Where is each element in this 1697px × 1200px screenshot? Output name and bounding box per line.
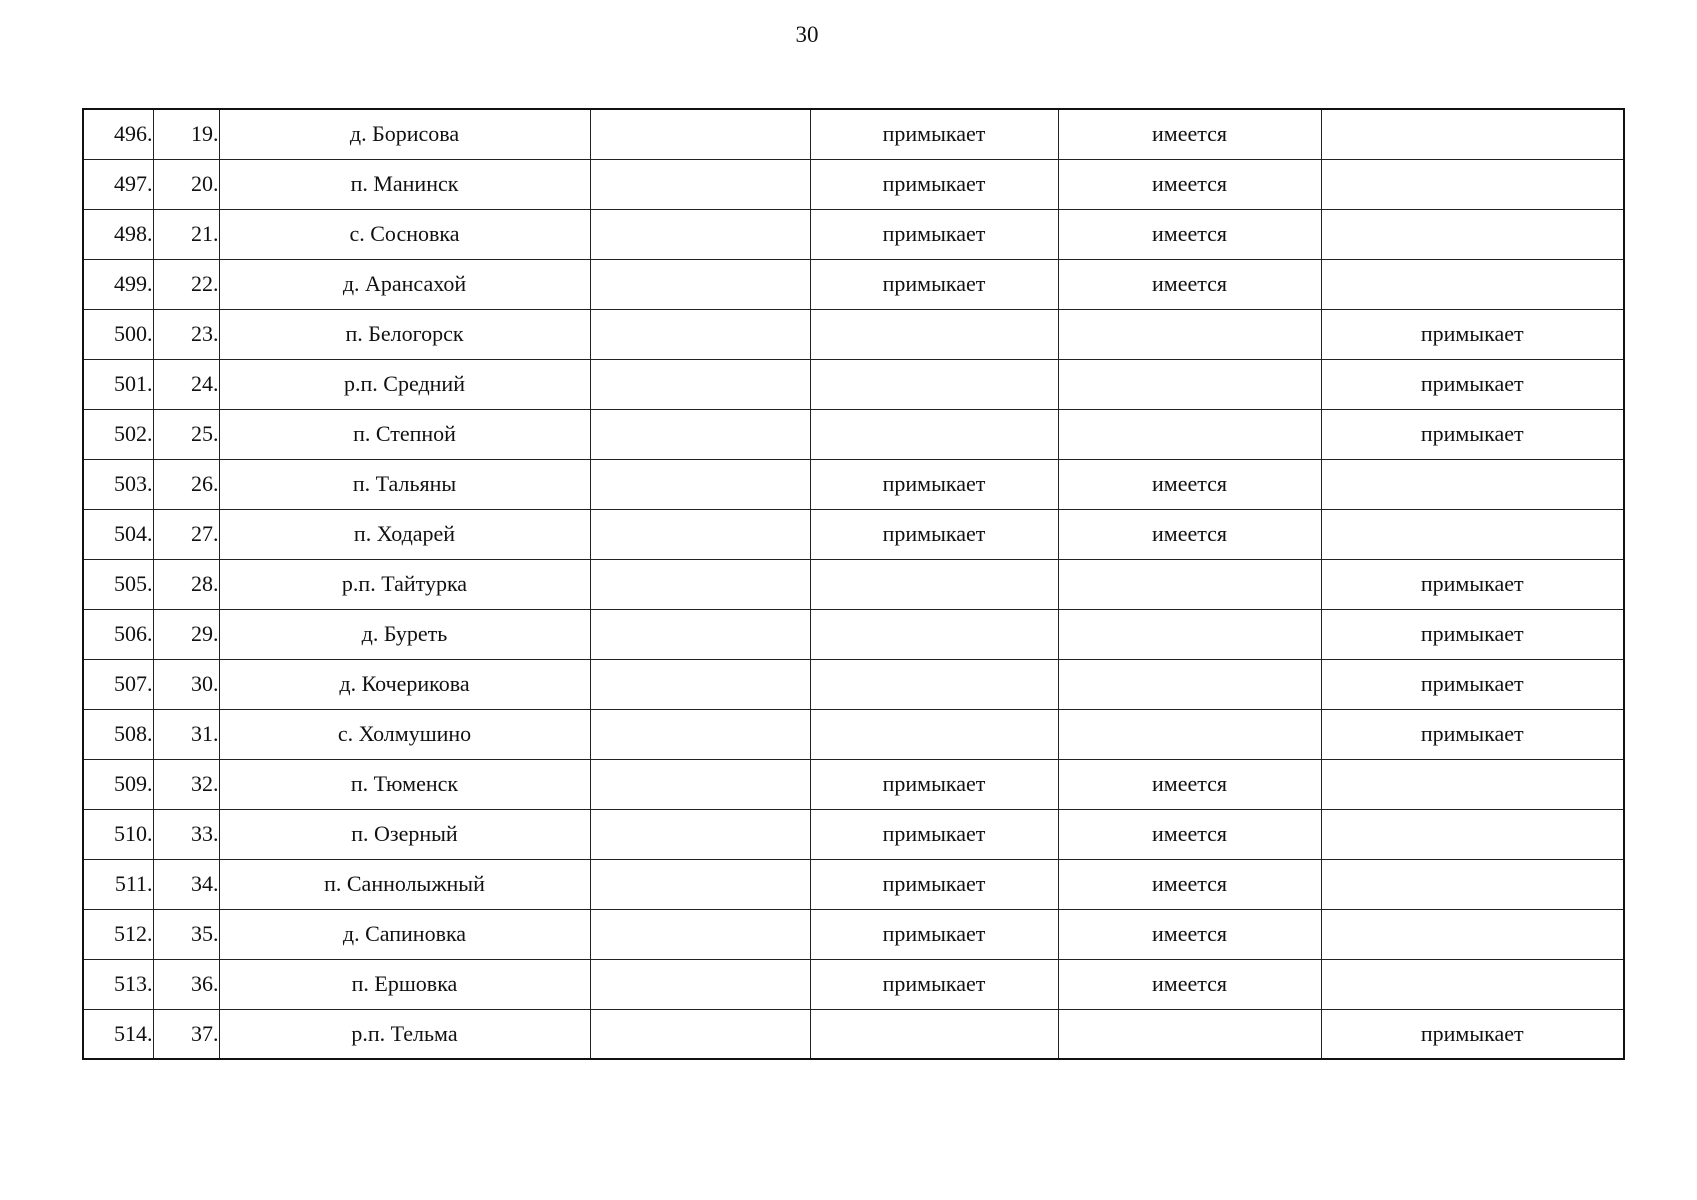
column-4-cell [590,259,810,309]
sub-number-cell: 31. [153,709,219,759]
table-row [83,1009,1624,1059]
column-6-cell [1058,359,1321,409]
sub-number-cell: 21. [153,209,219,259]
table-row [83,259,1624,309]
column-7-cell: примыкает [1321,309,1624,359]
settlement-name-cell: п. Белогорск [219,309,590,359]
column-6-cell: имеется [1058,109,1321,159]
table-row [83,809,1624,859]
sub-number-cell: 24. [153,359,219,409]
column-6-cell [1058,409,1321,459]
row-number-cell: 505. [83,559,153,609]
row-number-cell: 506. [83,609,153,659]
column-7-cell: примыкает [1321,359,1624,409]
table-body [83,109,1624,1059]
sub-number-cell: 30. [153,659,219,709]
table-row [83,309,1624,359]
column-6-cell: имеется [1058,209,1321,259]
sub-number-cell: 32. [153,759,219,809]
row-number-cell: 514. [83,1009,153,1059]
sub-number-cell: 33. [153,809,219,859]
column-7-cell [1321,159,1624,209]
row-number-cell: 509. [83,759,153,809]
settlement-name-cell: п. Озерный [219,809,590,859]
column-5-cell: примыкает [810,159,1058,209]
settlement-name-cell: с. Сосновка [219,209,590,259]
column-7-cell [1321,109,1624,159]
settlement-name-cell: д. Буреть [219,609,590,659]
sub-number-cell: 19. [153,109,219,159]
column-6-cell [1058,559,1321,609]
column-7-cell: примыкает [1321,709,1624,759]
table-row [83,509,1624,559]
table-row [83,559,1624,609]
settlement-name-cell: п. Саннолыжный [219,859,590,909]
table-row [83,759,1624,809]
table-row [83,709,1624,759]
sub-number-cell: 36. [153,959,219,1009]
settlement-name-cell: д. Арансахой [219,259,590,309]
column-4-cell [590,159,810,209]
settlement-name-cell: п. Ходарей [219,509,590,559]
table-row [83,859,1624,909]
row-number-cell: 511. [83,859,153,909]
column-6-cell: имеется [1058,809,1321,859]
column-6-cell [1058,1009,1321,1059]
column-6-cell: имеется [1058,509,1321,559]
row-number-cell: 503. [83,459,153,509]
column-5-cell: примыкает [810,109,1058,159]
column-6-cell [1058,609,1321,659]
column-6-cell: имеется [1058,159,1321,209]
row-number-cell: 498. [83,209,153,259]
column-7-cell [1321,209,1624,259]
row-number-cell: 497. [83,159,153,209]
settlement-name-cell: с. Холмушино [219,709,590,759]
column-5-cell [810,1009,1058,1059]
settlement-name-cell: п. Степной [219,409,590,459]
column-4-cell [590,109,810,159]
table-row [83,209,1624,259]
column-5-cell: примыкает [810,509,1058,559]
column-7-cell: примыкает [1321,409,1624,459]
column-7-cell [1321,809,1624,859]
sub-number-cell: 22. [153,259,219,309]
column-5-cell [810,309,1058,359]
page-number: 30 [795,22,819,47]
sub-number-cell: 20. [153,159,219,209]
column-4-cell [590,709,810,759]
column-6-cell: имеется [1058,259,1321,309]
column-6-cell [1058,309,1321,359]
column-7-cell [1321,459,1624,509]
sub-number-cell: 23. [153,309,219,359]
settlement-name-cell: п. Тюменск [219,759,590,809]
column-5-cell: примыкает [810,959,1058,1009]
column-7-cell: примыкает [1321,609,1624,659]
row-number-cell: 500. [83,309,153,359]
column-7-cell [1321,759,1624,809]
table-row [83,909,1624,959]
row-number-cell: 510. [83,809,153,859]
column-5-cell [810,709,1058,759]
settlements-table [82,108,1625,1060]
column-5-cell [810,659,1058,709]
table-row [83,959,1624,1009]
table-row [83,409,1624,459]
table-row [83,459,1624,509]
column-5-cell: примыкает [810,209,1058,259]
column-4-cell [590,859,810,909]
column-5-cell: примыкает [810,909,1058,959]
column-5-cell [810,359,1058,409]
column-7-cell: примыкает [1321,659,1624,709]
column-4-cell [590,509,810,559]
row-number-cell: 513. [83,959,153,1009]
settlement-name-cell: р.п. Средний [219,359,590,409]
settlement-name-cell: д. Кочерикова [219,659,590,709]
row-number-cell: 512. [83,909,153,959]
column-4-cell [590,1009,810,1059]
column-6-cell: имеется [1058,959,1321,1009]
column-5-cell [810,609,1058,659]
column-6-cell [1058,709,1321,759]
settlement-name-cell: д. Сапиновка [219,909,590,959]
column-6-cell: имеется [1058,759,1321,809]
column-7-cell: примыкает [1321,1009,1624,1059]
row-number-cell: 504. [83,509,153,559]
table-row [83,159,1624,209]
column-5-cell [810,559,1058,609]
sub-number-cell: 29. [153,609,219,659]
sub-number-cell: 34. [153,859,219,909]
settlement-name-cell: п. Тальяны [219,459,590,509]
column-4-cell [590,809,810,859]
settlement-name-cell: р.п. Тайтурка [219,559,590,609]
table-row [83,109,1624,159]
row-number-cell: 508. [83,709,153,759]
column-7-cell [1321,509,1624,559]
column-4-cell [590,559,810,609]
table-row [83,659,1624,709]
table-row [83,609,1624,659]
row-number-cell: 499. [83,259,153,309]
sub-number-cell: 25. [153,409,219,459]
row-number-cell: 501. [83,359,153,409]
column-5-cell: примыкает [810,809,1058,859]
sub-number-cell: 37. [153,1009,219,1059]
column-5-cell: примыкает [810,859,1058,909]
column-7-cell [1321,259,1624,309]
column-5-cell: примыкает [810,459,1058,509]
column-6-cell: имеется [1058,909,1321,959]
settlement-name-cell: д. Борисова [219,109,590,159]
column-7-cell [1321,859,1624,909]
column-5-cell: примыкает [810,259,1058,309]
sub-number-cell: 28. [153,559,219,609]
column-4-cell [590,459,810,509]
column-7-cell [1321,959,1624,1009]
column-5-cell: примыкает [810,759,1058,809]
column-4-cell [590,659,810,709]
table-row [83,359,1624,409]
column-4-cell [590,209,810,259]
column-6-cell [1058,659,1321,709]
row-number-cell: 502. [83,409,153,459]
row-number-cell: 496. [83,109,153,159]
settlement-name-cell: р.п. Тельма [219,1009,590,1059]
column-4-cell [590,959,810,1009]
column-6-cell: имеется [1058,459,1321,509]
column-4-cell [590,609,810,659]
sub-number-cell: 27. [153,509,219,559]
column-4-cell [590,909,810,959]
column-6-cell: имеется [1058,859,1321,909]
column-4-cell [590,359,810,409]
sub-number-cell: 26. [153,459,219,509]
column-4-cell [590,759,810,809]
settlement-name-cell: п. Ершовка [219,959,590,1009]
column-7-cell: примыкает [1321,559,1624,609]
column-4-cell [590,309,810,359]
column-7-cell [1321,909,1624,959]
row-number-cell: 507. [83,659,153,709]
sub-number-cell: 35. [153,909,219,959]
settlement-name-cell: п. Манинск [219,159,590,209]
column-4-cell [590,409,810,459]
column-5-cell [810,409,1058,459]
